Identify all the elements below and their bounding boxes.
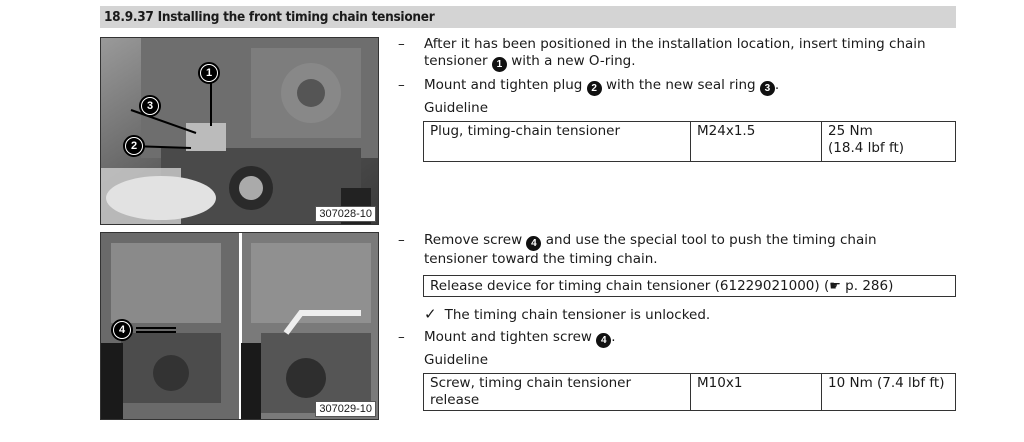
page-reference-link[interactable]: p. 286): [845, 278, 894, 294]
table-row: [424, 374, 956, 411]
number-4-icon: 4: [596, 333, 611, 348]
callout-2: 2: [123, 135, 145, 157]
spec-torque: 25 Nm (18.4 lbf ft): [822, 122, 956, 162]
number-4-icon: 4: [526, 236, 541, 251]
step-1-text: After it has been positioned in the installation location, insert timing chain tensioner 1 with a new O-ring.: [424, 36, 926, 70]
spec-torque: 10 Nm (7.4 lbf ft): [822, 374, 956, 411]
section-header: [100, 6, 956, 28]
engine-photo-2: [100, 232, 379, 420]
step-dash: –: [398, 232, 405, 248]
spec-name: Screw, timing chain tensioner release: [424, 374, 691, 411]
guideline-table-1: [423, 121, 956, 162]
engine-photo-1-graphic: [101, 38, 378, 224]
figure-number: 307029-10: [315, 401, 376, 417]
step-4-text: Mount and tighten screw 4 .: [424, 329, 616, 346]
step-dash: –: [398, 329, 405, 345]
step-3-text: Remove screw 4 and use the special tool to push the timing chain tensioner toward the timing chain.: [424, 232, 877, 267]
callout-3: 3: [139, 95, 161, 117]
engine-photo-1: [100, 37, 379, 225]
checkmark-icon: ✓: [424, 305, 437, 323]
special-tool-box: [423, 275, 956, 297]
guideline-label: Guideline: [424, 352, 489, 368]
check-result: ✓ The timing chain tensioner is unlocked.: [424, 305, 711, 323]
table-row: [424, 122, 956, 162]
section-title: 18.9.37 Installing the front timing chain tensioner: [104, 9, 435, 25]
number-3-icon: 3: [760, 81, 775, 96]
number-2-icon: 2: [587, 81, 602, 96]
callout-1: 1: [198, 62, 220, 84]
engine-photo-2-graphic: [101, 233, 378, 419]
spec-thread: M24x1.5: [691, 122, 822, 162]
spec-thread: M10x1: [691, 374, 822, 411]
spec-name: Plug, timing-chain tensioner: [424, 122, 691, 162]
step-dash: –: [398, 77, 405, 93]
number-1-icon: 1: [492, 57, 507, 72]
pointing-hand-icon: ☛: [829, 279, 841, 294]
step-dash: –: [398, 36, 405, 52]
step-2-text: Mount and tighten plug 2 with the new seal ring 3 .: [424, 77, 780, 94]
guideline-label: Guideline: [424, 100, 489, 116]
callout-4: 4: [111, 319, 133, 341]
figure-number: 307028-10: [315, 206, 376, 222]
guideline-table-2: [423, 373, 956, 411]
tool-text: Release device for timing chain tensioner (61229021000) (: [430, 278, 830, 294]
